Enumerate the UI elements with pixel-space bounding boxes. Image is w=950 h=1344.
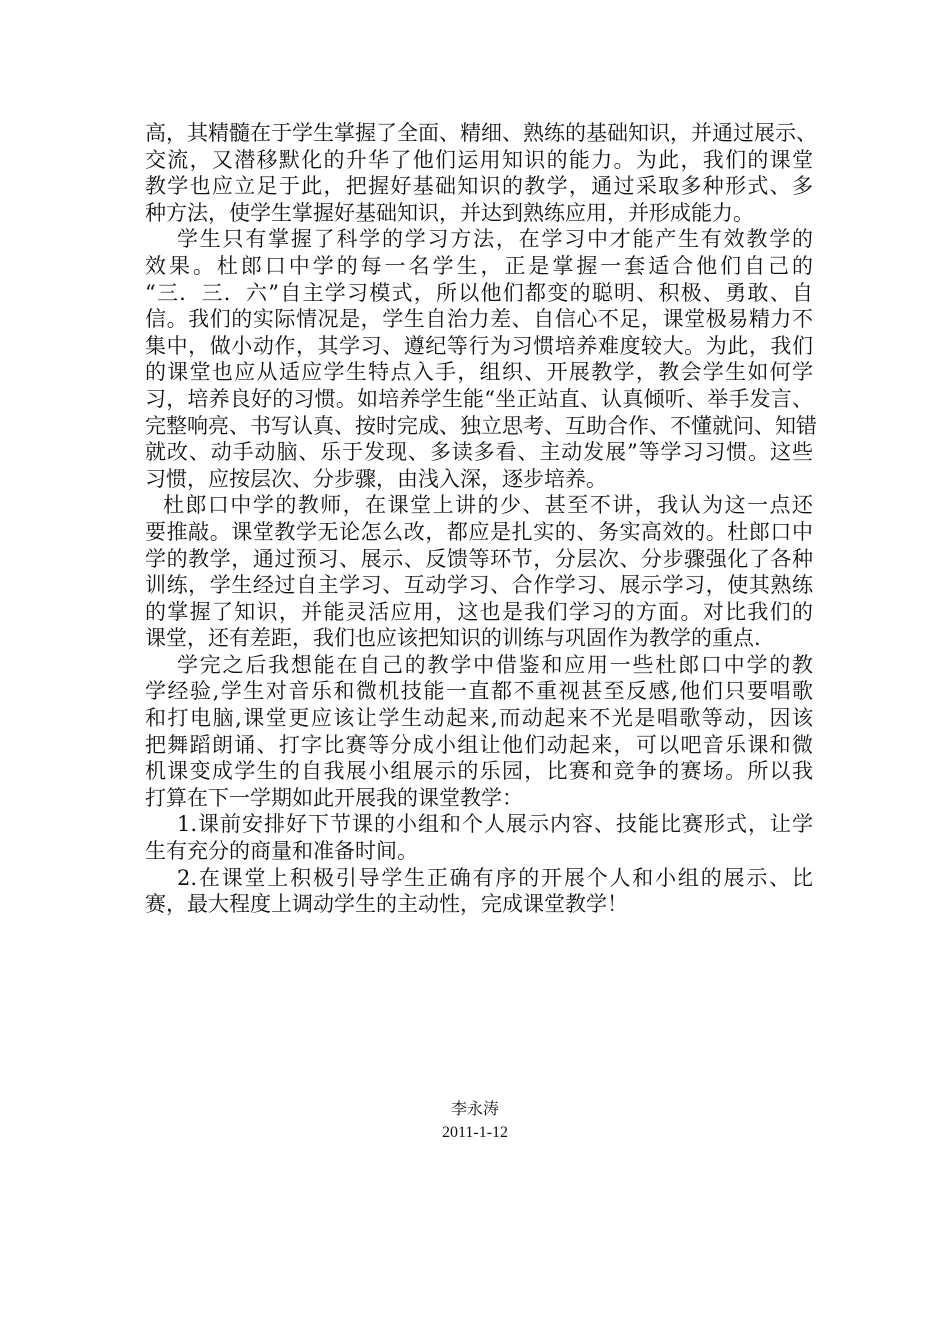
paragraph-start-line: 学完之后我想能在自己的教学中借鉴和应用一些杜郎口中学的教 [177, 652, 813, 677]
text-line: 的掌握了知识，并能灵活应用，这也是我们学习的方面。对比我们的 [145, 599, 813, 624]
text-line: 习，培养良好的习惯。如培养学生能“坐正站直、认真倾听、举手发言、 [145, 386, 813, 411]
text-line: 训练，学生经过自主学习、互动学习、合作学习、展示学习，使其熟练 [145, 573, 813, 598]
text-line: “三．三．六”自主学习模式，所以他们都变的聪明、积极、勇敢、自 [145, 280, 813, 305]
text-line: 交流，又潜移默化的升华了他们运用知识的能力。为此，我们的课堂 [145, 147, 813, 172]
text-line: 要推敲。课堂教学无论怎么改，都应是扎实的、务实高效的。杜郎口中 [145, 519, 813, 544]
text-line: 教学也应立足于此，把握好基础知识的教学，通过采取多种形式、多 [145, 174, 813, 199]
author-date: 2011-1-12 [441, 1124, 509, 1141]
text-line: 打算在下一学期如此开展我的课堂教学： [145, 785, 523, 810]
paragraph-start-line: 杜郎口中学的教师，在课堂上讲的少、甚至不讲，我认为这一点还 [163, 493, 813, 518]
list-item-line: 2.在课堂上积极引导学生正确有序的开展个人和小组的展示、比 [177, 865, 813, 890]
text-line: 集中，做小动作，其学习、遵纪等行为习惯培养难度较大。为此，我们 [145, 333, 813, 358]
text-line: 把舞蹈朗诵、打字比赛等分成小组让他们动起来，可以吧音乐课和微 [145, 732, 813, 757]
text-line: 机课变成学生的自我展小组展示的乐园，比赛和竞争的赛场。所以我 [145, 759, 813, 784]
document-body [145, 120, 817, 918]
text-line: 的课堂也应从适应学生特点入手，组织、开展教学，教会学生如何学 [145, 360, 813, 385]
text-line: 生有充分的商量和准备时间。 [145, 839, 418, 864]
text-line: 学经验,学生对音乐和微机技能一直都不重视甚至反感,他们只要唱歌 [145, 679, 813, 704]
text-line: 完整响亮、书写认真、按时完成、独立思考、互助合作、不懂就问、知错 [145, 413, 817, 438]
list-item-line: 1.课前安排好下节课的小组和个人展示内容、技能比赛形式，让学 [177, 812, 813, 837]
text-line: 就改、动手动脑、乐于发现、多读多看、主动发展”等学习习惯。这些 [145, 440, 813, 465]
text-line: 高，其精髓在于学生掌握了全面、精细、熟练的基础知识，并通过展示、 [145, 121, 817, 145]
text-line: 习惯，应按层次、分步骤，由浅入深，逐步培养。 [145, 466, 607, 491]
text-line: 种方法，使学生掌握好基础知识，并达到熟练应用，并形成能力。 [145, 200, 754, 225]
text-line: 信。我们的实际情况是，学生自治力差、自信心不足，课堂极易精力不 [145, 307, 813, 332]
text-line: 赛，最大程度上调动学生的主动性，完成课堂教学！ [145, 892, 628, 917]
author-name: 李永涛 [450, 1101, 499, 1118]
text-line: 效果。杜郎口中学的每一名学生，正是掌握一套适合他们自己的 [145, 253, 813, 278]
text-line: 学的教学，通过预习、展示、反馈等环节，分层次、分步骤强化了各种 [145, 546, 813, 571]
text-line: 和打电脑,课堂更应该让学生动起来,而动起来不光是唱歌等动，因该 [145, 706, 813, 731]
text-line: 课堂，还有差距，我们也应该把知识的训练与巩固作为教学的重点. [145, 626, 761, 651]
paragraph-start-line: 学生只有掌握了科学的学习方法，在学习中才能产生有效教学的 [177, 227, 813, 252]
